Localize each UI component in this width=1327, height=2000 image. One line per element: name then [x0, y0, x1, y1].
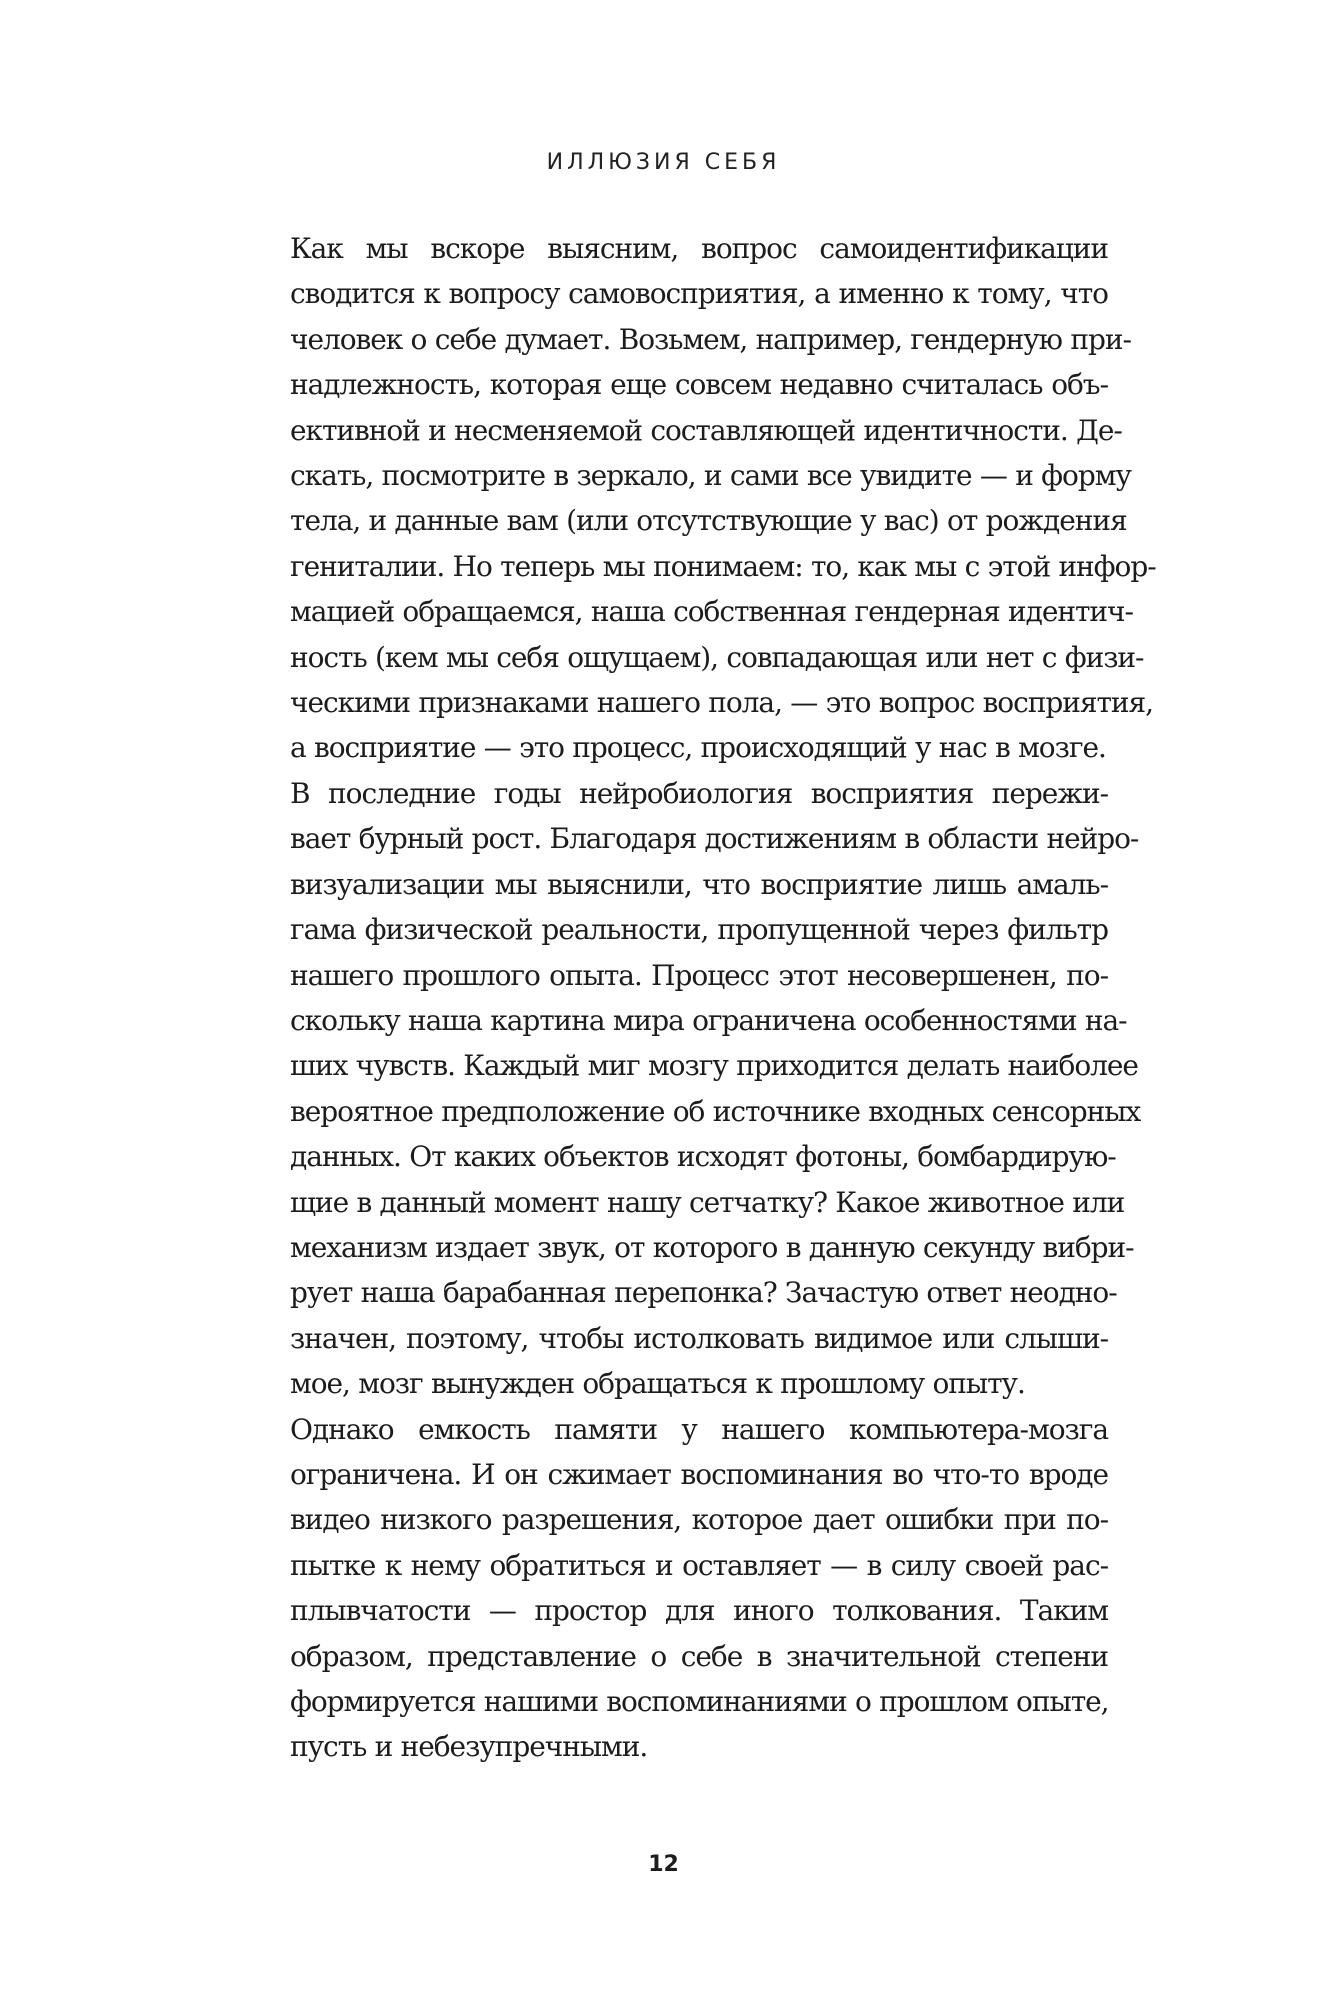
text-line: гама физической реальности, пропущенной через фильтр: [290, 913, 1108, 947]
text-line: В последние годы нейробиология восприятия пережи-: [290, 776, 1108, 810]
paragraph-2: [236, 771, 1141, 1407]
text-line: ограничена. И он сжимает воспоминания во что-то вроде: [290, 1457, 1108, 1491]
text-line: ективной и несменяемой составляющей идентичности. Де-: [290, 413, 1122, 447]
text-line: сводится к вопросу самовосприятия, а именно к тому, что: [290, 277, 1108, 311]
text-line: Как мы вскоре выясним, вопрос самоидентификации: [290, 232, 1108, 265]
text-line: скать, посмотрите в зеркало, и сами все увидите — и форму: [290, 459, 1131, 493]
text-line: тела, и данные вам (или отсутствующие у вас) от рождения: [290, 504, 1127, 538]
text-line: визуализации мы выяснили, что восприятие лишь амаль-: [290, 867, 1108, 901]
text-line: пусть и небезупречными.: [290, 1730, 648, 1764]
body-text: [236, 226, 1156, 1770]
text-line: видео низкого разрешения, которое дает ошибки при по-: [290, 1503, 1108, 1537]
running-head: ИЛЛЮЗИЯ СЕБЯ: [546, 150, 781, 175]
page-number: 12: [648, 1852, 679, 1877]
text-line: формируется нашими воспоминаниями о прошлом опыте,: [290, 1685, 1109, 1718]
text-line: нашего прошлого опыта. Процесс этот несовершенен, по-: [290, 958, 1108, 992]
text-line: значен, поэтому, чтобы истолковать видимое или слыши-: [290, 1321, 1108, 1355]
text-line: скольку наша картина мира ограничена особенностями на-: [290, 1003, 1127, 1037]
text-line: рует наша барабанная перепонка? Зачастую ответ неодно-: [290, 1276, 1117, 1310]
text-line: механизм издает звук, от которого в данную секунду вибри-: [290, 1230, 1134, 1264]
paragraph-3: [236, 1407, 1108, 1770]
text-line: гениталии. Но теперь мы понимаем: то, как мы с этой инфор-: [290, 549, 1156, 583]
text-line: пытке к нему обратиться и оставляет — в силу своей рас-: [290, 1548, 1108, 1582]
text-line: образом, представление о себе в значительной степени: [290, 1639, 1108, 1673]
text-line: данных. От каких объектов исходят фотоны, бомбардирую-: [290, 1140, 1116, 1174]
text-line: Однако емкость памяти у нашего компьютера-мозга: [290, 1412, 1108, 1446]
text-line: а восприятие — это процесс, происходящий у нас в мозге.: [290, 731, 1106, 765]
text-line: плывчатости — простор для иного толкования. Таким: [290, 1594, 1108, 1628]
text-line: мое, мозг вынужден обращаться к прошлому опыту.: [290, 1367, 1025, 1401]
text-line: человек о себе думает. Возьмем, например, гендерную при-: [290, 322, 1131, 356]
text-line: мацией обращаемся, наша собственная гендерная идентич-: [290, 595, 1133, 629]
text-line: ших чувств. Каждый миг мозгу приходится делать наиболее: [290, 1049, 1138, 1083]
text-line: щие в данный момент нашу сетчатку? Какое животное или: [290, 1185, 1125, 1219]
text-line: вероятное предположение об источнике входных сенсорных: [290, 1094, 1141, 1128]
paragraph-1: [236, 226, 1156, 771]
text-line: ческими признаками нашего пола, — это вопрос восприятия,: [290, 686, 1153, 720]
text-line: надлежность, которая еще совсем недавно считалась объ-: [290, 368, 1108, 402]
text-line: вает бурный рост. Благодаря достижениям в области нейро-: [290, 822, 1139, 856]
text-line: ность (кем мы себя ощущаем), совпадающая или нет с физи-: [290, 640, 1144, 674]
